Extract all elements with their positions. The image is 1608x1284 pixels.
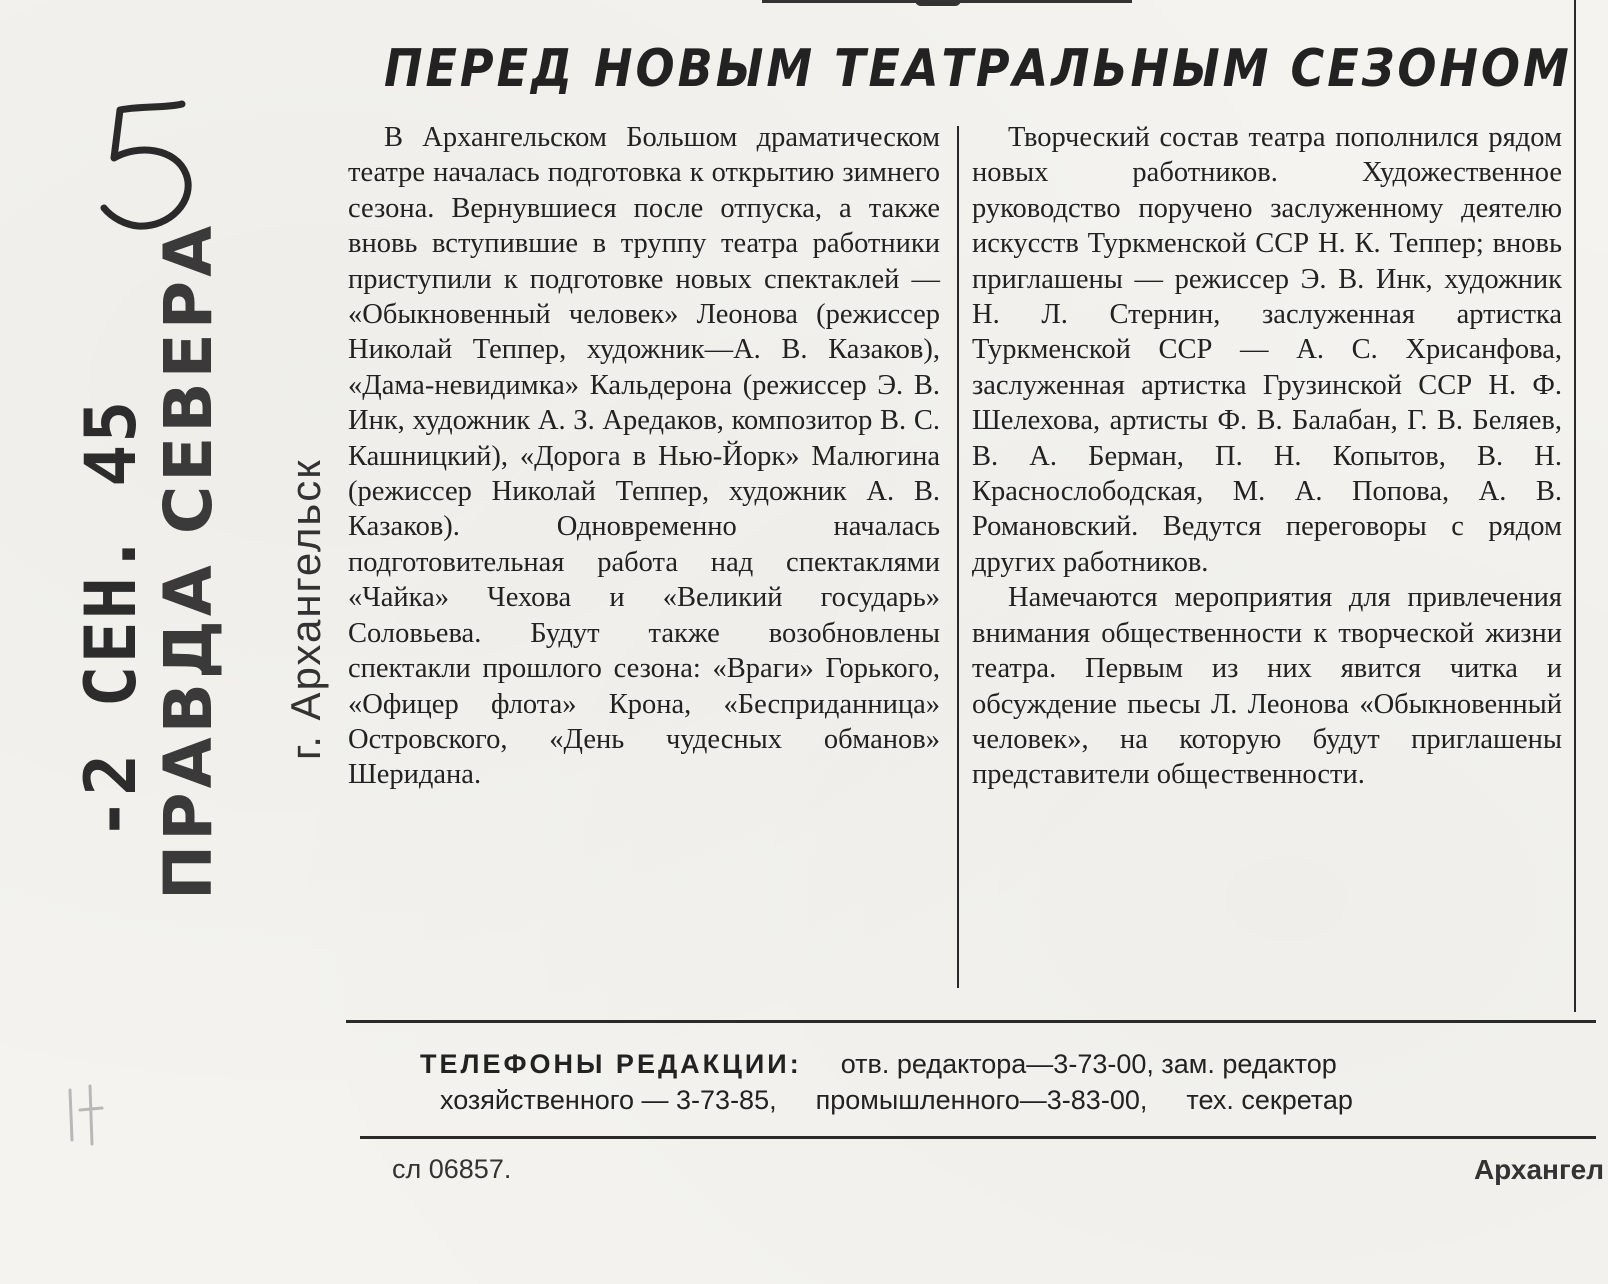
newspaper-name-stamp: ПРАВДА СЕВЕРА [150,221,227,900]
print-number: сл 06857. [392,1154,512,1184]
phones-economic: хозяйственного — 3-73-85, [440,1085,777,1115]
handwritten-page-number [98,96,208,236]
phones-industrial: промышленного—3-83-00, [815,1085,1148,1115]
phones-label: ТЕЛЕФОНЫ РЕДАКЦИИ: [420,1049,802,1079]
phones-line-2 [420,1082,1600,1118]
footer-city: Архангел [1473,1154,1604,1185]
top-rule-ornament [915,0,961,6]
phones-editor: отв. редактора—3-73-00, зам. редактор [840,1049,1337,1079]
article-paragraph: В Архангельском Большом драматическом театре началась подготовка к открытию зимнего сезона. Вернувшиеся после отпуска, а также вновь вступившие в труппу театра работники приступили к подготовке новых спектаклей — «Обыкновенный человек» Леонова (режиссер Николай Теппер, художник—А. В. Казаков), «Дама-невидимка» Кальдерона (режиссер Э. В. Инк, художник А. З. Аредаков, композитор В. С. Кашницкий), «Дорога в Нью-Йорк» Малюгина (режиссер Николай Теппер, художник А. В. Казаков). Одновременно началась подготовительная работа над спектаклями «Чайка» Чехова и «Великий государь» Соловьева. Будут также возобновлены спектакли прошлого сезона: «Враги» Горького, «Офицер флота» Крона, «Бесприданница» Островского, «День чудесных обманов» Шеридана. [348,122,940,791]
article-column-left [348,120,940,793]
column-divider [957,126,959,988]
article-paragraph: Творческий состав театра пополнился рядом новых работников. Художественное руководство поручено заслуженному деятелю искусств Туркменской ССР Н. К. Теппер; вновь приглашены — режиссер Э. В. Инк, художник Н. Л. Стернин, заслуженная артистка Туркменской ССР — А. С. Хрисанфова, заслуженная артистка Грузинской ССР Н. Ф. Шелехова, артисты Ф. В. Балабан, Г. В. Беляев, В. А. Берман, П. Н. Копытов, В. Н. Краснослободская, М. А. Попова, А. В. Романовский. Ведутся переговоры с рядом других работников. [972,122,1562,578]
city-stamp: г. Архангельск [282,458,329,760]
phones-secretary: тех. секретар [1186,1085,1353,1115]
date-stamp: -2 СЕН. 45 [70,398,152,840]
pencil-mark [60,1080,110,1150]
separator-rule [360,1136,1596,1139]
article-column-right [972,120,1562,793]
article-paragraph: Намечаются мероприятия для привлечения внимания общественности к творческой жизни театра. Первым из них явится читка и обсуждение пьесы Л. Леонова «Обыкновенный человек», на которую будут приглашены представители общественности. [972,582,1562,791]
editorial-phones [420,1046,1600,1118]
article-headline: ПЕРЕД НОВЫМ ТЕАТРАЛЬНЫМ СЕЗОНОМ [384,38,1572,99]
separator-rule [346,1020,1596,1023]
phones-line-1 [420,1046,1600,1082]
right-border [1574,0,1576,1012]
